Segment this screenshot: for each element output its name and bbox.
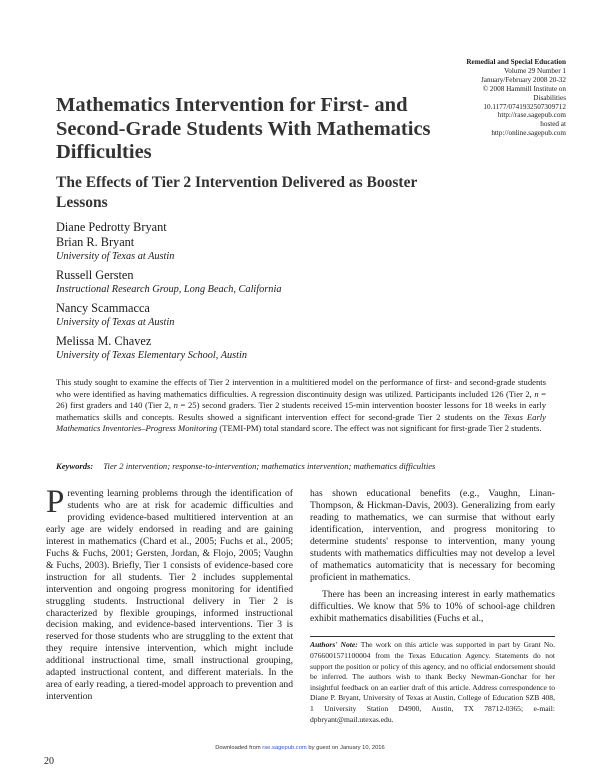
abstract-test-name: Texas Early Mathematics Inventories–Progress Monitoring (56, 411, 546, 433)
author-affiliation: Instructional Research Group, Long Beach, California (56, 284, 282, 295)
download-link[interactable]: rse.sagepub.com (262, 745, 307, 751)
journal-link[interactable]: http://online.sagepub.com (491, 129, 566, 138)
keywords-list: Tier 2 intervention; response-to-intervention; mathematics intervention; mathematics difficulties (103, 461, 436, 471)
abstract (56, 377, 546, 435)
download-prefix: Downloaded from (215, 745, 263, 751)
abstract-text: = 25) second graders. Tier 2 students received 15-min intervention booster lessons for 18 weeks in early mathematics skills and concepts. Results showed a significant intervention effect for second-grade Tier 2 students on the (56, 400, 546, 422)
body-column-right (310, 488, 555, 725)
authors-note (310, 640, 555, 725)
abstract-n-symbol: n (173, 400, 178, 410)
keywords (56, 461, 556, 472)
abstract-text: This study sought to examine the effects of Tier 2 intervention in a multitiered model on the performance of first- and second-grade students who were identified as having mathematics difficulties. A regression discontinuity design was utilized. Participants included 126 (Tier 2, (56, 377, 546, 399)
drop-cap: P (46, 484, 65, 520)
abstract-text: (TEMI-PM) total standard score. The effect was not significant for first-grade Tier 2 students. (217, 423, 542, 433)
author-list (56, 220, 556, 367)
author-group (56, 301, 556, 329)
authors-note-text: The work on this article was supported in part by Grant No. 0766001571100004 from the Texas Education Agency. Statements do not support the position or policy of this agency, and no official endorsement should be inferred. The authors wish to thank Becky Newman-Gonchar for her insightful feedback on an earlier draft of this article. Address correspondence to Diane P. Bryant, University of Texas at Austin, College of Education SZB 408, 1 University Station D4900, Austin, TX 78712-0365; e-mail: dpbryant@mail.utexas.edu. (310, 640, 555, 724)
journal-line: January/February 2008 20-32 (480, 75, 566, 84)
author-group (56, 220, 556, 263)
author-name: Russell Gersten (56, 268, 134, 282)
author-affiliation: University of Texas at Austin (56, 317, 175, 328)
author-name: Nancy Scammacca (56, 301, 150, 315)
body-column-left (46, 484, 293, 703)
body-paragraph (46, 484, 293, 703)
author-name: Brian R. Bryant (56, 235, 135, 249)
abstract-text: = 26) first graders and 140 (Tier 2, (56, 388, 546, 410)
author-affiliation: University of Texas at Austin (56, 251, 175, 262)
abstract-n-symbol: n (534, 388, 539, 399)
body-paragraph: There has been an increasing interest in early mathematics difficulties. We know that 5% to 10% of school-age children exhibit mathematics disabilities (Fuchs et al., (310, 588, 555, 624)
journal-line: Disabilities (533, 93, 566, 102)
author-group (56, 334, 556, 362)
journal-line: © 2008 Hammill Institute on (482, 84, 566, 93)
page-number: 20 (44, 756, 54, 767)
journal-name: Remedial and Special Education (466, 58, 566, 66)
footnote-divider (310, 636, 555, 637)
author-group (56, 268, 556, 296)
journal-link[interactable]: http://rase.sagepub.com (497, 111, 566, 120)
author-name: Melissa M. Chavez (56, 334, 152, 348)
journal-line: Volume 29 Number 1 (504, 66, 566, 75)
download-suffix: by guest on January 10, 2016 (306, 745, 385, 751)
journal-line: 10.1177/0741932507309712 (483, 102, 566, 111)
download-notice (0, 745, 600, 751)
keywords-label: Keywords: (56, 461, 94, 471)
article-title: Mathematics Intervention for First- and Second-Grade Students With Mathematics Difficulties (56, 94, 431, 163)
journal-info (440, 58, 566, 138)
article-subtitle: The Effects of Tier 2 Intervention Delivered as Booster Lessons (56, 174, 418, 211)
journal-line: hosted at (540, 120, 566, 129)
authors-note-label: Authors' Note: (310, 640, 358, 650)
author-name: Diane Pedrotty Bryant (56, 220, 167, 234)
body-paragraph: has shown educational benefits (e.g., Vaughn, Linan-Thompson, & Hickman-Davis, 2003). Generalizing from early reading to mathematics, we can surmise that without early identification, intervention, and progress monitoring to determine students' response to intervention, many young students with mathematics difficulties may not develop a level of mathematics automaticity that is necessary for becoming proficient in mathematics. (310, 488, 555, 583)
paragraph-text: reventing learning problems through the identification of students who are at risk for academic difficulties and providing evidence-based multitiered intervention at an early age are widely endorsed in reading and are gaining interest in mathematics (Chard et al., 2005; Fuchs et al., 2005; Fuchs & Fuchs, 2001; Gersten, Jordan, & Flojo, 2005; Vaughn & Fuchs, 2003). Briefly, Tier 1 consists of evidence-based core instruction for all students. Tier 2 includes supplemental intervention and ongoing progress monitoring for identified struggling students. Instructional delivery in Tier 2 is characterized by flexible groupings, informed instructional decision making, and evidence-based interventions. Tier 3 is reserved for those students who are struggling to the extent that they require intensive intervention, which might include additional instructional time, small instructional grouping, adapted instructional content, and different materials. In the area of early reading, a tiered-model approach to prevention and intervention (46, 488, 293, 703)
author-affiliation: University of Texas Elementary School, Austin (56, 350, 248, 361)
